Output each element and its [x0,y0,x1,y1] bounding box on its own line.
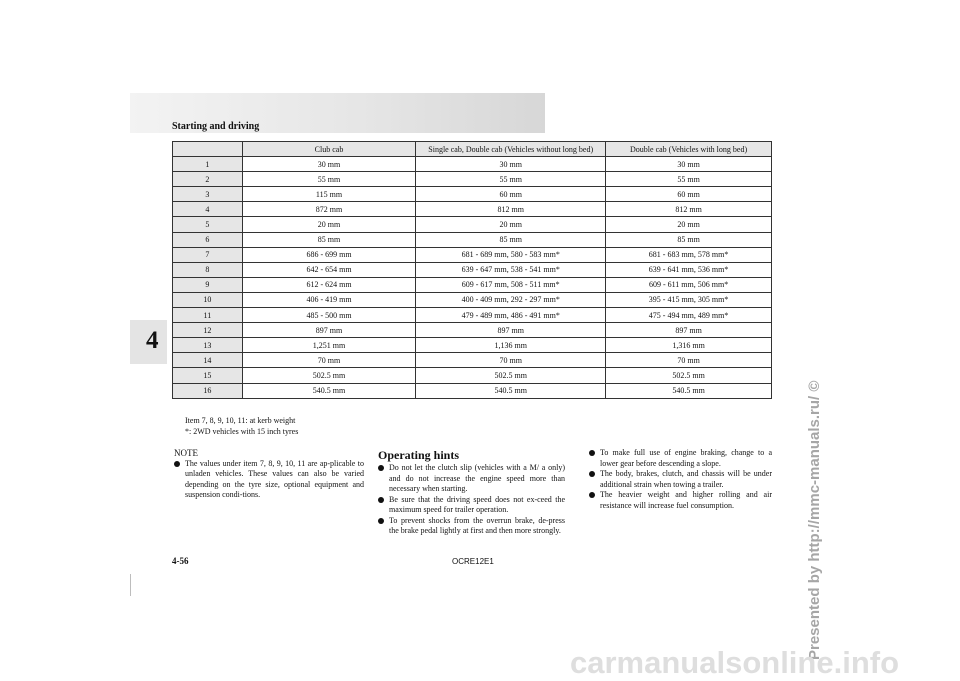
table-cell-item: 7 [173,247,243,262]
table-body [173,157,772,399]
table-cell: 681 - 683 mm, 578 mm* [606,247,772,262]
hint-bullet [589,490,772,511]
table-cell: 897 mm [416,323,606,338]
table-row [173,292,772,307]
table-cell: 681 - 689 mm, 580 - 583 mm* [416,247,606,262]
table-cell: 85 mm [416,232,606,247]
table-cell: 872 mm [242,202,415,217]
table-cell: 639 - 641 mm, 536 mm* [606,262,772,277]
table-cell: 1,251 mm [242,338,415,353]
table-cell: 55 mm [416,172,606,187]
table-cell: 30 mm [416,157,606,172]
bullet-icon [378,518,384,524]
table-cell: 897 mm [242,323,415,338]
dimensions-table [172,141,772,399]
chapter-number: 4 [146,327,159,354]
table-cell: 30 mm [606,157,772,172]
table-row [173,368,772,383]
note-bullet-text: The values under item 7, 8, 9, 10, 11 are ap-plicable to unladen vehicles. These values can also be varied depending on the tyre size, optional equipment and suspension condi-tions. [185,458,364,499]
table-cell-item: 15 [173,368,243,383]
table-cell: 115 mm [242,187,415,202]
table-cell: 85 mm [242,232,415,247]
bullet-icon [589,492,595,498]
table-cell-item: 1 [173,157,243,172]
table-cell: 502.5 mm [416,368,606,383]
hint-bullet-text: To prevent shocks from the overrun brake, de-press the brake pedal lightly at first and then more strongly. [389,515,565,535]
bullet-icon [589,471,595,477]
section-title: Starting and driving [172,121,260,132]
document-code: OCRE12E1 [452,557,494,566]
note-title: NOTE [174,448,198,458]
table-row [173,187,772,202]
table-header-double-cab-long-bed: Double cab (Vehicles with long bed) [606,142,772,157]
watermark: Presented by http://mmc-manuals.ru/ © [806,380,823,660]
table-cell-item: 2 [173,172,243,187]
table-cell-item: 12 [173,323,243,338]
table-cell: 20 mm [606,217,772,232]
table-cell: 20 mm [242,217,415,232]
table-cell: 1,136 mm [416,338,606,353]
table-row [173,232,772,247]
hint-bullet-text: The heavier weight and higher rolling and air resistance will increase fuel consumption. [600,490,772,510]
table-cell: 609 - 611 mm, 506 mm* [606,277,772,292]
table-cell-item: 4 [173,202,243,217]
table-cell: 642 - 654 mm [242,262,415,277]
table-cell-item: 11 [173,308,243,323]
bullet-icon [378,497,384,503]
table-cell: 400 - 409 mm, 292 - 297 mm* [416,292,606,307]
hint-bullet-text: Be sure that the driving speed does not ex-ceed the maximum speed for trailer operation. [389,494,565,514]
operating-hints [378,448,565,537]
table-row [173,338,772,353]
table-cell: 612 - 624 mm [242,277,415,292]
table-cell: 475 - 494 mm, 489 mm* [606,308,772,323]
hint-bullet [589,448,772,469]
table-cell-item: 10 [173,292,243,307]
chapter-tab [130,320,167,364]
hint-bullet-text: Do not let the clutch slip (vehicles with a M/ a only) and do not increase the engine speed more than necessary when starting. [389,463,565,493]
bullet-icon [589,450,595,456]
table-cell: 55 mm [606,172,772,187]
table-row [173,217,772,232]
table-cell: 70 mm [416,353,606,368]
table-row [173,202,772,217]
table-cell: 30 mm [242,157,415,172]
table-cell: 686 - 699 mm [242,247,415,262]
table-cell: 70 mm [242,353,415,368]
table-cell: 20 mm [416,217,606,232]
hint-bullet-text: The body, brakes, clutch, and chassis will be under additional strain when towing a trailer. [600,469,772,489]
table-cell-item: 9 [173,277,243,292]
table-cell: 479 - 489 mm, 486 - 491 mm* [416,308,606,323]
table-cell-item: 14 [173,353,243,368]
table-header-row [173,142,772,157]
table-row [173,308,772,323]
table-cell: 85 mm [606,232,772,247]
footnote-kerb-weight: Item 7, 8, 9, 10, 11: at kerb weight [185,416,296,425]
hint-bullet-text: To make full use of engine braking, change to a lower gear before descending a slope. [600,448,772,468]
table-cell: 502.5 mm [242,368,415,383]
table-cell: 812 mm [416,202,606,217]
table-cell: 60 mm [416,187,606,202]
table-cell-item: 5 [173,217,243,232]
bullet-icon [174,461,180,467]
table-cell: 485 - 500 mm [242,308,415,323]
table-cell: 55 mm [242,172,415,187]
table-cell-item: 13 [173,338,243,353]
table-header-single-double-cab: Single cab, Double cab (Vehicles without long bed) [416,142,606,157]
table-cell: 812 mm [606,202,772,217]
footer-logo: carmanualsonline.info [570,645,900,680]
bullet-icon [378,465,384,471]
table-cell: 540.5 mm [416,383,606,398]
table-cell: 609 - 617 mm, 508 - 511 mm* [416,277,606,292]
table-row [173,353,772,368]
table-cell: 540.5 mm [242,383,415,398]
table-cell: 502.5 mm [606,368,772,383]
table-cell: 639 - 647 mm, 538 - 541 mm* [416,262,606,277]
table-cell: 60 mm [606,187,772,202]
table-cell-item: 8 [173,262,243,277]
towing-hints [589,448,772,511]
operating-hints-title: Operating hints [378,448,460,462]
table-cell: 406 - 419 mm [242,292,415,307]
table-row [173,277,772,292]
table-row [173,247,772,262]
page-number: 4-56 [172,556,189,566]
hint-bullet [378,495,565,516]
table-header-item [173,142,243,157]
table-cell-item: 16 [173,383,243,398]
table-cell: 540.5 mm [606,383,772,398]
note-bullet [174,459,364,501]
table-cell: 395 - 415 mm, 305 mm* [606,292,772,307]
table-row [173,323,772,338]
hint-bullet [378,463,565,495]
hint-bullet [589,469,772,490]
table-row [173,262,772,277]
table-cell: 897 mm [606,323,772,338]
table-footnotes [185,416,298,437]
table-row [173,157,772,172]
table-header-club-cab: Club cab [242,142,415,157]
table-row [173,172,772,187]
table-cell-item: 3 [173,187,243,202]
table-cell-item: 6 [173,232,243,247]
hint-bullet [378,516,565,537]
footnote-2wd: *: 2WD vehicles with 15 inch tyres [185,426,299,436]
note-block [174,448,364,501]
table-cell: 1,316 mm [606,338,772,353]
table-row [173,383,772,398]
table-cell: 70 mm [606,353,772,368]
crop-mark-left [130,574,131,596]
